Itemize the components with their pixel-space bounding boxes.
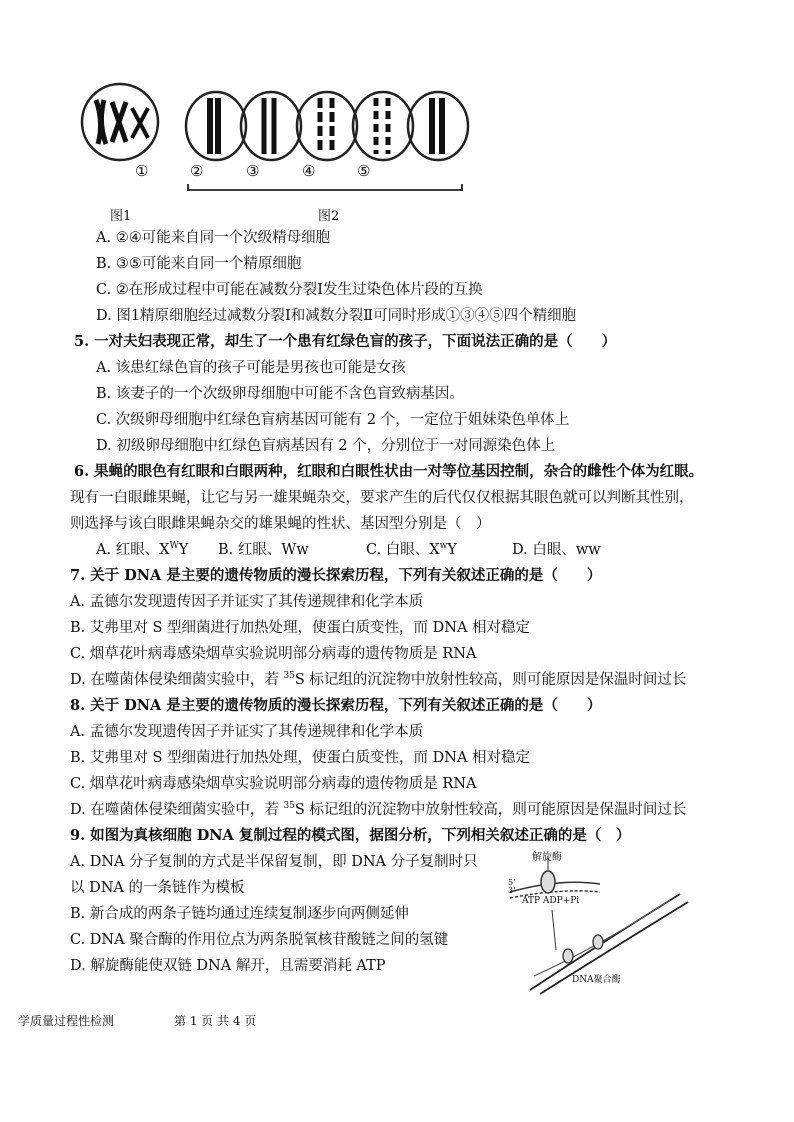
q8-option-d: D. 在噬菌体侵染细菌实验中，若 $^{35}$S 标记组的沉淀物中放射性较高，则可能原因是保温时间过长 [70, 801, 687, 818]
footer-title: 学质量过程性检测 [18, 1014, 115, 1028]
q7-stem: 7. 关于 DNA 是主要的遗传物质的漫长探索历程，下列有关叙述正确的是（ ） [70, 567, 602, 584]
q9-option-b: B. 新合成的两条子链均通过连续复制逐步向两侧延伸 [70, 906, 409, 922]
q9-option-a-line1: A. DNA 分子复制的方式是半保留复制，即 DNA 分子复制时只 [70, 854, 478, 870]
q5-option-c: C. 次级卵母细胞中红绿色盲病基因可能有 2 个，一定位于姐妹染色单体上 [96, 412, 570, 428]
helicase-icon [541, 858, 555, 893]
page-number: 第 1 页 共 4 页 [174, 1014, 257, 1028]
cell-number-3: ③ [246, 162, 260, 180]
three-prime-label: 3' [508, 886, 516, 895]
q4-option-d: D. 图1精原细胞经过减数分裂Ⅰ和减数分裂Ⅱ可同时形成①③④⑤四个精细胞 [96, 308, 577, 324]
cell-number-1: ① [135, 162, 149, 180]
q4-option-a: A. ②④可能来自同一个次级精母细胞 [96, 230, 331, 246]
figure1-cell [82, 84, 158, 160]
q6-option-d: D. 白眼、ww [512, 542, 601, 558]
five-prime-label: 5' [508, 878, 516, 887]
q8-stem: 8. 关于 DNA 是主要的遗传物质的漫长探索历程，下列有关叙述正确的是（ ） [70, 697, 602, 714]
q9-stem: 9. 如图为真核细胞 DNA 复制过程的模式图，据图分析，下列相关叙述正确的是（ ） [70, 827, 631, 844]
q8-option-a: A. 孟德尔发现遗传因子并证实了其传递规律和化学本质 [70, 724, 424, 740]
q9-option-a-line2: 以 DNA 的一条链作为模板 [70, 880, 245, 896]
q7-option-b: B. 艾弗里对 S 型细菌进行加热处理，使蛋白质变性，而 DNA 相对稳定 [70, 620, 531, 636]
q7-option-d: D. 在噬菌体侵染细菌实验中，若 $^{35}$S 标记组的沉淀物中放射性较高，则可能原因是保温时间过长 [70, 671, 687, 688]
q4-option-c: C. ②在形成过程中可能在减数分裂Ⅰ发生过染色体片段的互换 [96, 282, 483, 298]
q6-stem-line3: 则选择与该白眼雌果蝇杂交的雄果蝇的性状、基因型分别是（ ） [70, 516, 491, 532]
cell-number-2: ② [190, 162, 204, 180]
q8-option-c: C. 烟草花叶病毒感染烟草实验说明部分病毒的遗传物质是 RNA [70, 776, 477, 792]
q7-option-a: A. 孟德尔发现遗传因子并证实了其传递规律和化学本质 [70, 594, 424, 610]
q9-option-d: D. 解旋酶能使双链 DNA 解开，且需要消耗 ATP [70, 958, 386, 974]
q6-option-b: B. 红眼、Ww [218, 542, 309, 558]
atp-label: ATP ADP+Pi [522, 896, 580, 906]
q6-stem-line2: 现有一白眼雌果蝇，让它与另一雄果蝇杂交，要求产生的后代仅仅根据其眼色就可以判断其性别， [70, 490, 694, 506]
q5-stem: 5. 一对夫妇表现正常，却生了一个患有红绿色盲的孩子，下面说法正确的是（ ） [74, 333, 617, 350]
q6-option-a: A. 红眼、$X^WY$ [96, 541, 189, 558]
cell-number-4: ④ [302, 162, 316, 180]
q6-stem-line1: 6. 果蝇的眼色有红眼和白眼两种，红眼和白眼性状由一对等位基因控制，杂合的雌性个体为红眼。 [74, 463, 704, 480]
q4-option-b: B. ③⑤可能来自同一个精原细胞 [96, 256, 302, 272]
arrow-icon [552, 910, 556, 950]
cell-number-5: ⑤ [357, 162, 371, 180]
polymerase-label: DNA聚合酶 [572, 975, 621, 985]
q6-option-c: C. 白眼、$X^wY$ [366, 541, 457, 558]
q5-option-b: B. 该妻子的一个次级卵母细胞中可能不含色盲致病基因。 [96, 386, 464, 402]
chromosome-figures [70, 82, 470, 222]
figure2-label: 图2 [318, 209, 340, 224]
figure2-cells [186, 92, 468, 190]
figure1-label: 图1 [110, 209, 132, 224]
q8-option-b: B. 艾弗里对 S 型细菌进行加热处理，使蛋白质变性，而 DNA 相对稳定 [70, 750, 531, 766]
helicase-label: 解旋酶 [532, 852, 562, 863]
q9-option-c: C. DNA 聚合酶的作用位点为两条脱氧核苷酸链之间的氢键 [70, 932, 449, 948]
q5-option-d: D. 初级卵母细胞中红绿色盲病基因有 2 个，分别位于一对同源染色体上 [96, 438, 556, 454]
q5-option-a: A. 该患红绿色盲的孩子可能是男孩也可能是女孩 [96, 360, 406, 376]
q7-option-c: C. 烟草花叶病毒感染烟草实验说明部分病毒的遗传物质是 RNA [70, 646, 477, 662]
